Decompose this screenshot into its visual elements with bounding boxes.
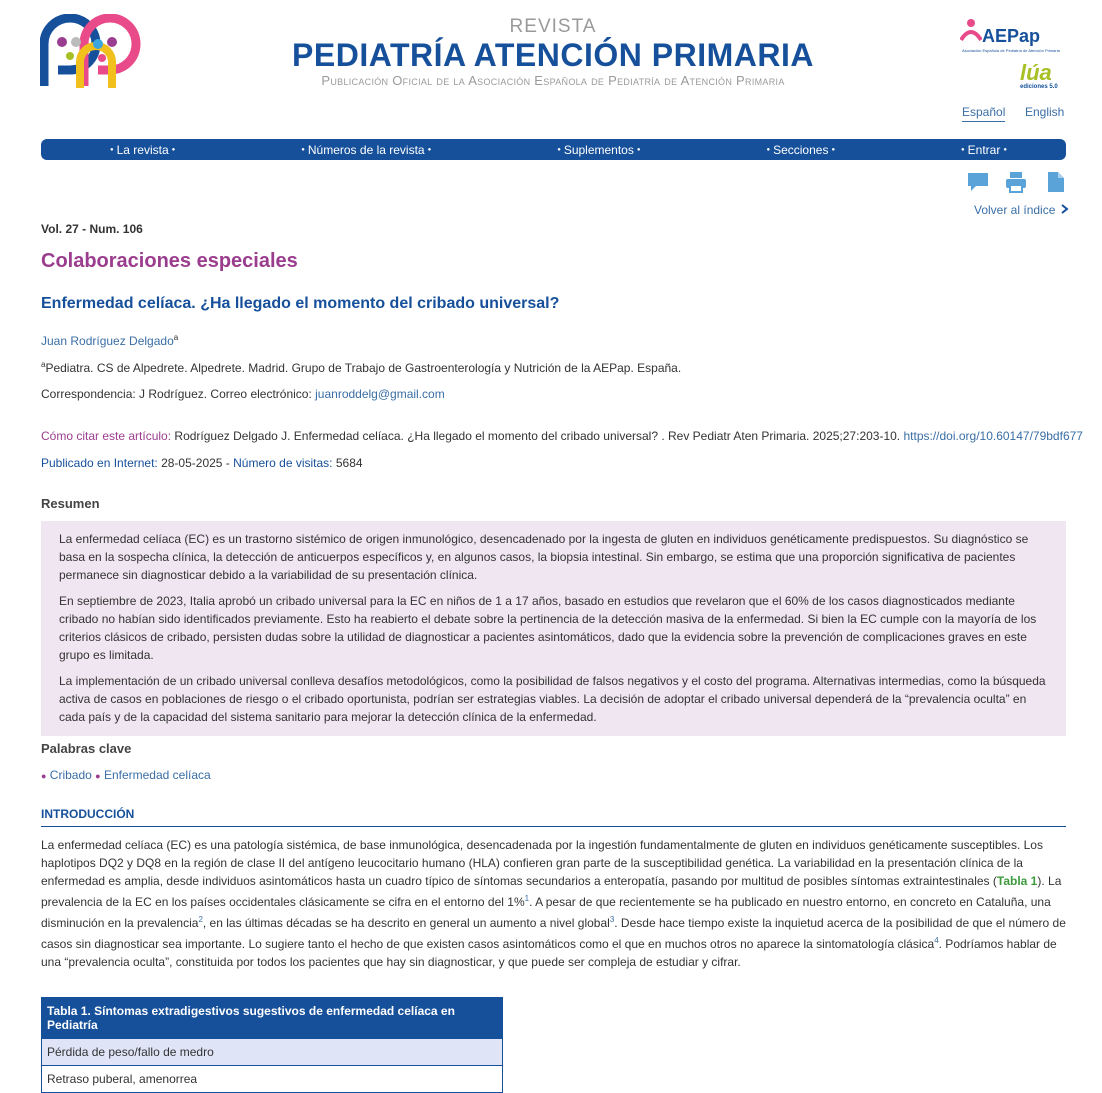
pdf-file-icon[interactable] xyxy=(1045,171,1067,193)
language-es-link[interactable]: Español xyxy=(962,105,1005,122)
intro-text: . A pesar de que recientemente se ha publicado en nuestro entorno, en concreto en Cataluña, una disminución en la prevalencia xyxy=(41,895,1051,930)
visits-label: Número de visitas: xyxy=(233,456,333,470)
intro-heading: INTRODUCCIÓN xyxy=(41,807,1066,827)
nav-secciones[interactable]: ● Secciones ● xyxy=(763,143,838,157)
table-1-caption: Tabla 1. Síntomas extradigestivos sugestivos de enfermedad celíaca en Pediatría xyxy=(42,998,503,1039)
volver-indice-link[interactable] xyxy=(974,203,1069,217)
reference-link[interactable]: 1 xyxy=(524,894,530,903)
aepap-logo[interactable] xyxy=(960,18,1066,54)
author-link[interactable]: Juan Rodríguez Delgado xyxy=(41,334,174,348)
affiliation-sup: a xyxy=(41,360,46,369)
cite-label: Cómo citar este artículo: xyxy=(41,429,172,443)
keyword-link[interactable]: Enfermedad celíaca xyxy=(103,768,211,782)
published-date: 28-05-2025 - xyxy=(157,456,234,470)
masthead-revista: REVISTA xyxy=(509,16,597,37)
language-en-link[interactable]: English xyxy=(1025,105,1065,119)
nav-suplementos[interactable]: ● Suplementos ● xyxy=(554,143,643,157)
keywords-list xyxy=(41,768,211,782)
author-line xyxy=(41,333,178,348)
cite-line xyxy=(41,429,1083,443)
masthead-title: PEDIATRÍA ATENCIÓN PRIMARIA xyxy=(292,37,814,73)
intro-text: , en las últimas décadas se ha descrito en general un aumento a nivel global xyxy=(202,916,610,930)
keyword-link[interactable]: Cribado xyxy=(49,768,92,782)
bullet-icon: ● xyxy=(95,771,101,781)
cite-text: Rodríguez Delgado J. Enfermedad celíaca. ¿Ha llegado el momento del cribado universal? . Rev Pediatr Aten Primaria. 2025;27:203-10. xyxy=(171,429,904,443)
lua-logo-subtitle: ediciones 5.0 xyxy=(1020,84,1058,90)
abstract-box xyxy=(41,521,1066,736)
correspondence-label: Correspondencia: J Rodríguez. Correo electrónico: xyxy=(41,387,316,401)
article-title: Enfermedad celíaca. ¿Ha llegado el momento del cribado universal? xyxy=(41,295,560,312)
intro-paragraph xyxy=(41,836,1066,971)
reference-link[interactable]: 4 xyxy=(934,936,939,945)
bullet-icon: ● xyxy=(41,771,47,781)
email-link[interactable]: juanroddelg@gmail.com xyxy=(315,387,445,401)
affiliation xyxy=(41,360,681,375)
intro-text: . Desde hace tiempo existe la inquietud acerca de la posibilidad de que el número de casos sin diagnosticar sea importante. Lo sugiere tanto el hecho de que existen casos asintomáticos como el que en muchos otros no aparece la sintomatología clásica xyxy=(41,916,1066,951)
masthead xyxy=(180,16,926,90)
lua-logo[interactable] xyxy=(1020,62,1066,94)
section-title: Colaboraciones especiales xyxy=(41,250,298,272)
comment-icon[interactable] xyxy=(967,171,989,193)
lua-logo-text: lúa xyxy=(1020,60,1052,85)
intro-text: ). La prevalencia de la EC en los países occidentales clásicamente se cifra en el entorno del 1% xyxy=(41,874,1062,909)
nav-numeros[interactable]: ● Números de la revista ● xyxy=(298,143,434,157)
author-sup: a xyxy=(173,333,179,342)
visits-count: 5684 xyxy=(332,456,363,470)
masthead-subtitle: Publicación Oficial de la Asociación Española de Pediatría de Atención Primaria xyxy=(321,73,785,88)
aepap-logo-text: AEPap xyxy=(982,26,1041,46)
nav-entrar[interactable]: ● Entrar ● xyxy=(958,143,1010,157)
reference-link[interactable]: 3 xyxy=(609,915,615,924)
abstract-paragraph: La implementación de un cribado universal conlleva desafíos metodológicos, como la posibilidad de falsos negativos y el costo del programa. Alternativas intermedias, como la búsqueda activa de casos en poblaciones de riesgo o el cribado oportunista, podrían ser estrategias viables. La decisión de adoptar el cribado universal dependerá de la “prevalencia oculta” en cada país y de la capacidad del sistema sanitario para mejorar la detección clínica de la enfermedad. xyxy=(59,674,1046,724)
print-icon[interactable] xyxy=(1005,171,1027,193)
intro-text: . Podríamos hablar de una “prevalencia oculta”, constituida por todos los pacientes que hay sin diagnosticar, y que puede ser compleja de estudiar y cifrar. xyxy=(41,937,1057,969)
volver-indice-label: Volver al índice xyxy=(974,203,1056,217)
paap-logo[interactable] xyxy=(40,14,144,92)
volume-number: Vol. 27 - Num. 106 xyxy=(41,222,143,236)
table-cell: Pérdida de peso/fallo de medro xyxy=(42,1039,503,1066)
main-nav xyxy=(41,139,1066,160)
table-cell: Retraso puberal, amenorrea xyxy=(42,1066,503,1093)
table-row xyxy=(42,1039,503,1066)
abstract-heading: Resumen xyxy=(41,496,100,511)
doi-link[interactable]: https://doi.org/10.60147/79bdf677 xyxy=(903,429,1083,443)
chevron-right-icon xyxy=(1061,204,1069,214)
keywords-heading: Palabras clave xyxy=(41,741,132,756)
abstract-paragraph: La enfermedad celíaca (EC) es un trastorno sistémico de origen inmunológico, desencadenado por la ingesta de gluten en individuos genéticamente predispuestos. Su diagnóstico se basa en la sospecha clínica, la detección de anticuerpos específicos y, en algunos casos, la biopsia intestinal. Sin embargo, se estima que una proporción significativa de pacientes permanece sin diagnosticar debido a la variabilidad de su presentación clínica. xyxy=(59,532,1029,582)
table-row xyxy=(42,1066,503,1093)
table-1 xyxy=(41,997,503,1093)
abstract-paragraph: En septiembre de 2023, Italia aprobó un cribado universal para la EC en niños de 1 a 17 años, basado en estudios que revelaron que el 60% de los casos diagnosticados mediante cribado no habían sido identificados previamente. Esto ha reabierto el debate sobre la pertinencia de la detección masiva de la enfermedad. Si bien la EC cumple con la mayoría de los criterios clásicos de cribado, persisten dudas sobre la utilidad de diagnosticar a pacientes asintomáticos, dado que la evidencia sobre la prevención de complicaciones graves en este grupo es limitada. xyxy=(59,594,1037,662)
aepap-logo-subtitle: Asociación Española de Pediatría de Atención Primaria xyxy=(962,48,1060,53)
table-1-link[interactable]: Tabla 1 xyxy=(996,874,1038,888)
reference-link[interactable]: 2 xyxy=(198,915,203,924)
published-label: Publicado en Internet: xyxy=(41,456,158,470)
published-line xyxy=(41,456,363,470)
correspondence xyxy=(41,387,445,401)
intro-text: La enfermedad celíaca (EC) es una patología sistémica, de base inmunológica, desencadenada por la ingestión fundamentalmente de gluten en individuos genéticamente susceptibles. Los haplotipos DQ2 y DQ8 en la región de clase II del antígeno leucocitario humano (HLA) confieren gran parte de la susceptibilidad genética. La variabilidad en la presentación clínica de la enfermedad es amplia, desde individuos asintomáticos hasta un cuadro típico de síntomas secundarios a enteropatía, pasando por multitud de posibles síntomas extraintestinales ( xyxy=(41,838,1043,888)
affiliation-text: Pediatra. CS de Alpedrete. Alpedrete. Madrid. Grupo de Trabajo de Gastroenterología y Nutrición de la AEPap. España. xyxy=(45,361,682,375)
nav-la-revista[interactable]: ● La revista ● xyxy=(107,143,178,157)
